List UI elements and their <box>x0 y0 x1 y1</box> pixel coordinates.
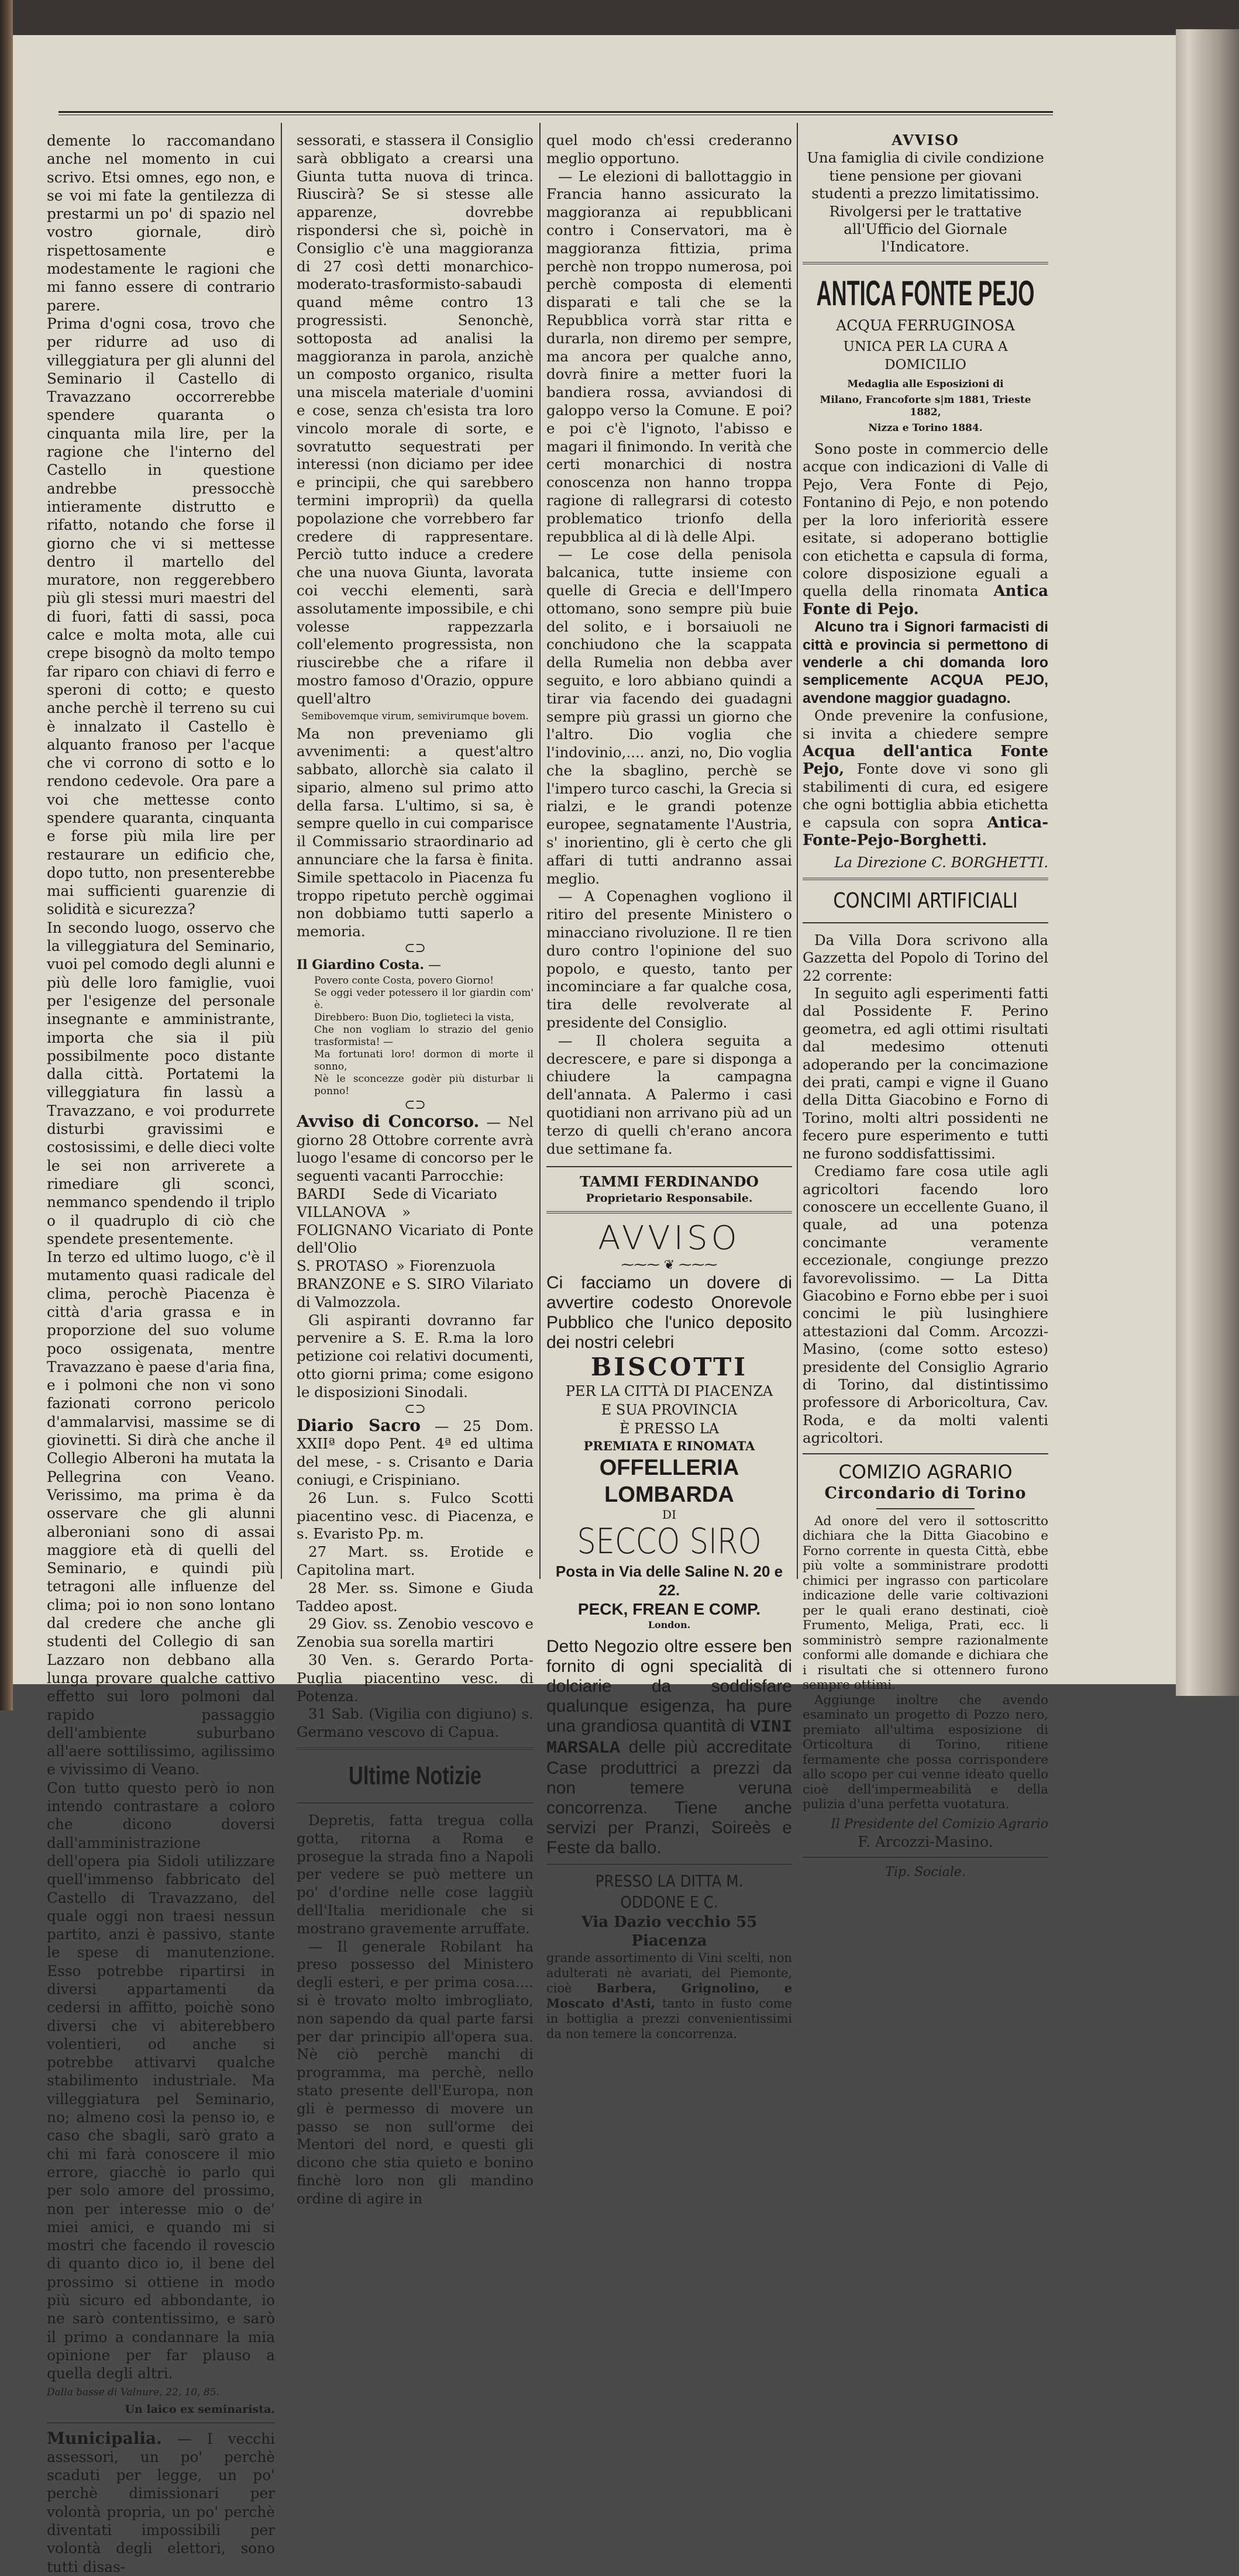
fonte-pejo-ad <box>803 270 1048 872</box>
column-2: sessorati, e stassera il Consiglio sarà obbligato a crearsi una Giunta tutta nuova di trinca. Riuscirà? Se si stesse alle apparenze, dovrebbe rispondersi che sì, poichè in Consiglio c'è una maggioranza di 27 così detti monarchico-moderato-trasformisto-sabaudi quand même contro 13 progressisti. Senonchè, sottoposta ad analisi la maggioranza in parola, anzichè un composto organico, risulta una miscela materiale d'uomini e cose, senza ch'esista tra loro vincolo morale di sorte, e sovratutto sequestrati per interessi (non diciamo per idee e principii, che qui sarebbero termini impropriì) da quella popolazione che vorrebbero far credere di rappresentare. Perciò tutto induce a credere che una nuova Giunta, lavorata coi vecchi elementi, sarà assolutamente impossibile, e chi volesse rappezzarla coll'elemento progressista, non riuscirebbe che a rifare il mostro famoso d'Orazio, oppure quell'altro Semibovemque virum, semivirumque bovem. Ma non preveniamo gli avvenimenti: a quest'altro sabbato, allorchè sia calato il sipario, almeno sul primo atto della farsa. L'ultimo, si sa, è sempre quello in cui comparisce il Commissario straordinario ad annunciare che la farsa è finita. Simile spettacolo in Piacenza fu troppo ripetuto perchè oggimai non dobbiamo tutti saperlo a memoria. ⊂⊃ Il Giardino Costa. — Povero conte Costa, povero Giorno! Se oggi veder potessero il lor giardin com' è. Direbbero: Buon Dio, toglieteci la vista, Che non vogliam lo strazio del genio trasformista! — Ma fortunati loro! dormon di morte il sonno, Nè le sconcezze godèr più disturbar li ponno! ⊂⊃ Avviso di Concorso. — Nel giorno 28 Ottobre corrente avrà luogo l'esame di concorso per le seguenti vacanti Parrocchie: BARDI Sede di Vicariato VILLANOVA » FOLIGNANO Vicariato di Ponte dell'Olio S. PROTASO » Fiorenzuola BRANZONE e S. SIRO Vilariato di Valmozzola. Gli aspiranti dovranno far pervenire a S. E. R.ma la loro petizione coi relativi documenti, otto giorni prima; come esigono le disposizioni Sinodali. ⊂⊃ Diario Sacro — 25 Dom. XXIIª dopo Pent. 4ª ed ultima del mese, - s. Crisanto e Daria coniugi, e Crispiniano. 26 Lun. s. Fulco Scotti piacentino vesc. di Piacenza, e s. Evaristo Pp. m. 27 Mart. ss. Erotide e Capitolina mart. 28 Mer. ss. Simone e Giuda Taddeo apost. 29 Giov. ss. Zenobio vescovo e Zenobia sua sorella martiri 30 Ven. s. Gerardo Porta-Puglia piacentino vesc. di Potenza. 31 Sab. (Vigilia con digiuno) s. Germano vescovo di Capua. Ultime Notizie Depretis, fatta tregua colla gotta, ritorna a Roma e prosegue la strada fino a Napoli per vedere se può mettere un po' d'ordine nelle cose laggiù dell'Italia meridionale che si mostrano gravemente arruffate. — Il generale Robilant ha preso possesso del Ministero degli esteri, e per prima cosa.... si è trovato molto imbrogliato, non sapendo da qual parte farsi per dar principio all'opera sua. Nè ciò perchè manchi di programma, ma perchè, nello stato presente dell'Europa, non gli è permesso di movere un passo se non sull'orme dei Mentori del nord, e questi gli dicono che stia quieto e bonino finchè loro non gli mandino ordine di agire in <box>297 132 534 2207</box>
col2-paragraph: Ma non preveniamo gli avvenimenti: a quest'altro sabbato, allorchè sia calato il sipario, almeno sul primo atto della farsa. L'ultimo, si sa, è sempre quello in cui comparisce il Commissario straordinario ad annunciare che la farsa è finita. Simile spettacolo in Piacenza fu troppo ripetuto perchè oggimai non dobbiamo tutti saperlo a memoria. <box>297 725 534 940</box>
col1-paragraph: In terzo ed ultimo luogo, c'è il mutamento quasi radicale del clima, perochè Piacenza è città d'aria grassa e in proporzione del suo volume poco ossigenata, mentre Travazzano è paese d'aria fina, e i polmoni che non vi sono fazionati corrono pericolo d'ammalarvisi, massime se di giovinetti. Si dirà che anche il Collegio Alberoni ha mutata la Pellegrina con Veano. Verissimo, ma prima è da osservare che gli alunni alberoniani sono di assai maggiore età di quelli del Seminario, e quindi più tetragoni alle influenze del clima; poi io non sono lontano dal credere che anche gli studenti del Collegio di san Lazzaro non debbano alla lunga provare qualche cattivo effetto sui loro polmoni dal rapido passaggio dell'ambiente suburbano all'aere sottilissimo, agilissimo e vivissimo di Veano. <box>47 1249 275 1778</box>
ad-line: È PRESSO LA <box>619 1420 719 1437</box>
column-4 <box>803 132 1048 1882</box>
diario-heading: Diario Sacro <box>297 1415 421 1435</box>
col1-paragraph: demente lo raccomandano anche nel momento in cui scrivo. Etsi omnes, ego non, e se voi mi fate la gentilezza di prestarmi un po' di spazio nel vostro giornale, dirò rispettosamente e modestamente le ragioni che mi fanno essere di contrario parere. <box>47 132 275 314</box>
diario-text: — 25 Dom. XXIIª dopo Pent. 4ª ed ultima del mese, - s. Crisanto e Daria coniugi, e Crispiniano. <box>297 1417 534 1488</box>
fonte-subtitle: ACQUA FERRUGINOSA <box>836 316 1015 334</box>
dateline: Dalla basse di Valnure, 22, 10, 85. <box>47 2386 219 2398</box>
comizio-signature-name: F. Arcozzi-Masino. <box>858 1833 993 1850</box>
comizio-subtitle: Circondario di Torino <box>824 1484 1027 1502</box>
municipalia-text: — I vecchi assessori, un po' perchè scaduti per legge, un po' perchè dimissionari per volontà propria, un po' perchè diventati impossibili per volontà degli elettori, sono tutti disas- <box>47 2430 275 2575</box>
fonte-text: Onde prevenire la confusione, si invita a chiedere sempre Acqua dell'antica Fonte Pejo, Fonte dove vi sono gli stabilimenti di cura, ed esigere che ogni bottiglia abbia etichetta e capsula con sopra Antica-Fonte-Pejo-Borghetti. <box>803 707 1048 849</box>
avviso-title: AVVISO <box>598 1219 741 1258</box>
avviso-pensione-text: Una famiglia di civile condizione tiene pensione per giovani studenti a prezzo limitatissimo. Rivolgersi per le trattative all'Ufficio del Giornale l'Indicatore. <box>807 149 1044 256</box>
shop-description: Detto Negozio oltre essere ben fornito di ogni specialità di dolciarie da soddisfare qualunque esigenza, ha pure una grandiosa quantità di VINI MARSALA delle più accreditate Case produttrici a prezzi da non temere veruna concorrenza. Tiene anche servizi per Pranzi, Soireès e Feste da ballo. <box>546 1637 792 1858</box>
comizio-paragraph: Ad onore del vero il sottoscritto dichiara che la Ditta Giacobino e Forno corrente in questa Città, ebbe più volte a somministrare prodotti chimici per ingrasso con particolare indicazione delle varie coltivazioni per le quali erano destinati, cioè Frumento, Meliga, Prati, ecc. li somministrò sempre razionalmente conformi alle domande e dichiara che i risultati che si ottennero furono sempre ottimi. <box>803 1513 1048 1693</box>
avviso-text: Ci facciamo un dovere di avvertire codesto Onorevole Pubblico che l'unico deposito dei nostri celebri <box>546 1273 792 1353</box>
concimi-ad <box>803 886 1048 1447</box>
parish-row: FOLIGNANO Vicariato di Ponte dell'Olio <box>297 1221 534 1257</box>
section-divider <box>803 1857 1048 1858</box>
col1-paragraph: Con tutto questo però io non intendo contrastare a coloro che dicono doversi dall'amministrazione dell'opera pia Sidoli utilizzare quell'immenso fabbricato del Castello di Travazzano, del quale oggi non traesi nessun partito, anzi è passivo, stante le spese di manutenzione. Esso potrebbe ripartirsi in diversi appartamenti da cedersi in affitto, poichè sono diversi che vi abiterebbero volentieri, od anche si potrebbe attivarvi qualche stabilimento industriale. Ma villeggiatura pel Seminario, no; almeno così la penso io, e caso che sbagli, sarò grato a chi mi farà conoscere il mio errore, giacchè io parlo qui per solo amore del prossimo, non per interesse mio o de' miei amici, e quando mi si mostri che facendo il rovescio di quanto dico io, il bene del prossimo si ottiene in modo più sicuro ed abbondante, io ne sarò contentissimo, e sarò il primo a condannare la mia opinione per far plauso a quella degli altri. <box>47 1779 275 2382</box>
comizio-agrario <box>803 1460 1048 1851</box>
fonte-direction: La Direzione C. BORGHETTI. <box>834 854 1048 871</box>
product-name: BISCOTTI <box>590 1353 748 1382</box>
book-binding-left <box>0 0 13 1711</box>
col2-paragraph: sessorati, e stassera il Consiglio sarà obbligato a crearsi una Giunta tutta nuova di trinca. Riuscirà? Se si stesse alle apparenze, dovrebbe rispondersi che sì, poichè in Consiglio c'è una maggioranza di 27 così detti monarchico-moderato-trasformisto-sabaudi quand même contro 13 progressisti. Senonchè, sottoposta ad analisi la maggioranza in parola, anzichè un composto organico, risulta una miscela materiale d'uomini e cose, senza ch'esista tra loro vincolo morale di sorte, e sovratutto sequestrati per interessi (non diciamo per idee e principii, che qui sarebbero termini impropriì) da quella popolazione che vorrebbero far credere di rappresentare. Perciò tutto induce a credere che una nuova Giunta, lavorata coi vecchi elementi, sarà assolutamente impossibile, e chi volesse rappezzarla coll'elemento progressista, non riuscirebbe che a rifare il mostro famoso d'Orazio, oppure quell'altro <box>297 132 534 707</box>
shop-name: OFFELLERIA LOMBARDA <box>599 1456 739 1508</box>
giardino-verses <box>297 975 534 1098</box>
concimi-paragraph: In seguito agli esperimenti fatti dal Possidente F. Perino geometra, ed agli ottimi risultati dal medesimo ottenuti adoperando per la concimazione dei prati, campi e vigne il Guano della Ditta Giacobino e Forno di Torino, molti altri possidenti ne fecero pure esperimento e tutti ne furono soddisfattissimi. <box>803 985 1048 1162</box>
col3-paragraph: — Il cholera seguita a decrescere, e pare si disponga a chiudere la campagna dell'annata. A Palermo i casi quotidiani non arrivano più ad un terzo di quelli ch'erano ancora due settimane fa. <box>546 1032 792 1157</box>
ad-line: E SUA PROVINCIA <box>601 1402 738 1419</box>
newspaper-page <box>13 35 1176 2575</box>
fonte-medals: Medaglia alle Esposizioni di <box>847 378 1004 391</box>
avviso-biscotti-ad <box>546 1219 792 1858</box>
comizio-paragraph: Aggiunge inoltre che avendo esaminato un progetto di Pozzo nero, premiato all'ultima esposizione di Orticoltura di Torino, ritiene fermamente che possa corrispondere allo scopo per cui venne ideato quello cioè dell'impermeabilità e della pulizia d'una perfetta vuotatura. <box>803 1692 1048 1812</box>
news-paragraph: — Il generale Robilant ha preso possesso del Ministero degli esteri, e per prima cosa.... si è trovato molto imbrogliato, non sapendo da qual parte farsi per dar principio all'opera sua. Nè ciò perchè manchi di programma, ma perchè, nello stato presente dell'Europa, non gli è permesso di movere un passo se non sull'orme dei Mentori del nord, e questi gli dicono che stia quieto e bonino finchè loro non gli mandino ordine di agire in <box>297 1937 534 2207</box>
column-rule-1 <box>281 123 282 1579</box>
oddone-title: PRESSO LA DITTA M. ODDONE E C. <box>595 1871 744 1912</box>
section-divider <box>297 1802 534 1803</box>
section-divider <box>803 878 1048 880</box>
column-rule-2 <box>539 123 541 1579</box>
col1-paragraph: In secondo luogo, osservo che la villeggiatura del Seminario, vuoi pel comodo degli alunni e più delle loro famiglie, vuoi per l'esigenze del personale insegnante e amministrante, importa che sia il più possibilmente poco distante dalla città. Portatemi la villeggiatura fin lassù a Travazzano, e voi produrrete disturbi gravissimi e costosissimi, e delle dieci volte le sei non arriverete a rimediare gli sconci, nemmanco spendendo il triplo o il quadruplo di ciò che spendete presentemente. <box>47 919 275 1247</box>
col3-paragraph: — Le elezioni di ballottaggio in Francia hanno assicurato la maggioranza ai repubblicani contro i Conservatori, ma è maggioranza fittizia, prima perchè non troppo numerosa, poi perchè composta di elementi disparati e tali che se la Repubblica vorrà star ritta e durarla, non diremo per sempre, ma ancora per qualche anno, dovrà finire a metter fuori la bandiera rossa, avviandosi di galoppo verso la Comune. E poi? e poi c'è l'ignoto, l'abisso e magari il finimondo. In verità che certi monarchici di nostra conoscenza non hanno troppa ragione di rallegrarsi di cotesto problematico trionfo della repubblica al di là delle Alpi. <box>546 167 792 545</box>
section-divider <box>47 2422 275 2423</box>
ornament-flourish: ⁓⁓⁓ ❦ ⁓⁓⁓ <box>621 1258 718 1273</box>
fonte-text: Sono poste in commercio delle acque con indicazioni di Valle di Pejo, Vera Fonte di Pejo, Fontanino di Pejo, e non potendo per la loro inferiorità essere esitate, si adoperano bottiglie con etichetta e capsula di forma, colore disposizione eguali a quella della rinomata Antica Fonte di Pejo. <box>803 440 1048 618</box>
parish-row: BARDI Sede di Vicariato <box>297 1185 497 1203</box>
avviso-pensione-title: AVVISO <box>892 132 959 149</box>
verse-line: Nè le sconcezze godèr più disturbar li ponno! <box>314 1073 534 1097</box>
section-divider <box>803 1453 1048 1454</box>
diario-entry: 30 Ven. s. Gerardo Porta-Puglia piacentino vesc. di Potenza. <box>297 1651 534 1705</box>
municipalia-heading: Municipalia. <box>47 2428 162 2448</box>
ad-line: PREMIATA E RINOMATA <box>583 1439 755 1454</box>
fonte-medals: Milano, Francoforte s|m 1881, Trieste 1882, <box>820 394 1031 419</box>
verse-line: Direbbero: Buon Dio, toglieteci la vista, <box>314 1011 514 1023</box>
section-divider <box>803 262 1048 264</box>
col3-paragraph: — A Copenaghen vogliono il ritiro del presente Ministero o minacciano rivoluzione. Il re tien duro contro l'opinione del suo popolo, e questo, tanto per incominciare a far qualche cosa, tira delle revolverate al presidente del Consiglio. <box>546 888 792 1032</box>
ad-line: DI <box>662 1508 676 1522</box>
comizio-title: COMIZIO AGRARIO <box>838 1460 1013 1483</box>
section-divider <box>876 1508 975 1509</box>
article-signature: Un laico ex seminarista. <box>125 2402 275 2416</box>
ad-line: PER LA CITTÀ DI PIACENZA <box>565 1383 773 1400</box>
column-1 <box>47 132 275 2576</box>
col3-paragraph: quel modo ch'essi crederanno meglio opportuno. <box>546 132 792 167</box>
scan-top-edge <box>0 0 1239 35</box>
ornament-divider: ⊂⊃ <box>404 1401 426 1416</box>
concorso-text-2: Gli aspiranti dovranno far pervenire a S. E. R.ma la loro petizione coi relativi documenti, otto giorni prima; come esigono le disposizioni Sinodali. <box>297 1311 534 1401</box>
verse-line: Che non vogliam lo strazio del genio trasformista! — <box>314 1023 534 1048</box>
fonte-medals: Nizza e Torino 1884. <box>868 422 983 434</box>
book-binding-right <box>1176 29 1239 1696</box>
ultime-notizie-heading: Ultime Notizie <box>349 1761 481 1790</box>
oddone-ad <box>546 1871 792 2042</box>
section-divider <box>297 1747 534 1750</box>
maker-city: London. <box>648 1619 691 1631</box>
editor-role: Proprietario Responsabile. <box>586 1192 753 1205</box>
verse-line: Se oggi veder potessero il lor giardin com' è. <box>314 987 534 1011</box>
diario-entry: 29 Giov. ss. Zenobio vescovo e Zenobia sua sorella martiri <box>297 1615 534 1651</box>
col3-paragraph: — Le cose della penisola balcanica, tutte insieme con quelle di Grecia e dell'Impero ottomano, sono sempre più buie del solito, e i borsaiuoli ne conchiudono che la scappata della Rumelia non debba aver seguito, e loro abbiano quindi a tirar via facendo dei guadagni sempre più grassi un giorno che l'altro. Dio voglia che l'indovinio,.... anzi, no, Dio voglia che la sbaglino, perchè se l'impero turco caschi, la Grecia si rialzi, e le grandi potenze europee, segnatamente l'Austria, s' inorientino, gli è certo che gli affari di tutti andranno assai meglio. <box>546 546 792 887</box>
concimi-title: CONCIMI ARTIFICIALI <box>833 888 1018 913</box>
fonte-subtitle: UNICA PER LA CURA A DOMICILIO <box>843 339 1008 373</box>
latin-quote: Semibovemque virum, semivirumque bovem. <box>301 710 529 722</box>
fonte-text: Alcuno tra i Signori farmacisti di città e provincia si permettono di venderle a chi domanda loro semplicemente ACQUA PEJO, avendone maggior guadagno. <box>803 619 1048 706</box>
fonte-title: ANTICA FONTE PEJO <box>816 273 1035 313</box>
maker-name: PECK, FREAN E COMP. <box>577 1600 761 1619</box>
parish-row: BRANZONE e S. SIRO Vilariato di Valmozzola. <box>297 1275 534 1311</box>
shop-address: Posta in Via delle Saline N. 20 e 22. <box>555 1563 783 1599</box>
concimi-paragraph: Crediamo fare cosa utile agli agricoltori facendo loro conoscere un eccellente Guano, il quale, ad una potenza concimante veramente eccezionale, congiunge prezzo favorevolissimo. — La Ditta Giacobino e Forno ebbe per i suoi concimi le più lusinghiere attestazioni dal Comm. Arcozzi-Masino, (come sotto esteso) presidente del Consiglio Agrario di Torino, dal distintissimo professore di Arboricoltura, Cav. Roda, e da molti valenti agricoltori. <box>803 1163 1048 1447</box>
concorso-heading: Avviso di Concorso. <box>297 1111 480 1131</box>
news-paragraph: Depretis, fatta tregua colla gotta, ritorna a Roma e prosegue la strada fino a Napoli per vedere se può mettere un po' d'ordine nelle cose laggiù dell'Italia meridionale che si mostrano gravemente arruffate. <box>297 1811 534 1937</box>
diario-entry: 31 Sab. (Vigilia con digiuno) s. Germano vescovo di Capua. <box>297 1705 534 1741</box>
verse-line: Ma fortunati loro! dormon di morte il sonno, <box>314 1048 534 1073</box>
diario-entry: 27 Mart. ss. Erotide e Capitolina mart. <box>297 1543 534 1578</box>
column-rule-3 <box>797 123 798 1579</box>
concimi-paragraph: Da Villa Dora scrivono alla Gazzetta del Popolo di Torino del 22 corrente: <box>803 931 1048 984</box>
col1-paragraph: Prima d'ogni cosa, trovo che per ridurre ad uso di villeggiatura per gli alunni del Seminario il Castello di Travazzano occorrerebbe spendere quaranta o cinquanta mila lire, per la ragione che l'interno del Castello in questione andrebbe pressocchè intieramente distrutto e rifatto, notando che forse il giorno che vi si mettesse dentro il martello del muratore, non reggerebbero più gli stessi muri maestri del di fuori, fatti di sassi, poca calce e molta mota, alle cui crepe bisognò da molto tempo far riparo con chiavi di ferro e speroni di cotto; e questo anche perchè il terreno su cui è innalzato il Castello è alquanto franoso per l'acque che vi corrono di sotto e lo rendono cedevole. Ora pare a voi che mettesse conto spendere quaranta, cinquanta e forse più mila lire per restaurare un edificio che, dopo tutto, non presenterebbe mai sufficienti guarenzie di solidità e sicurezza? <box>47 315 275 918</box>
section-divider <box>803 922 1048 923</box>
diario-entry: 26 Lun. s. Fulco Scotti piacentino vesc. di Piacenza, e s. Evaristo Pp. m. <box>297 1489 534 1543</box>
editor-name: TAMMI FERDINANDO <box>580 1173 759 1191</box>
column-3 <box>546 132 792 2042</box>
giardino-heading: Il Giardino Costa. <box>297 957 425 973</box>
section-divider <box>546 1864 792 1865</box>
parish-list <box>297 1185 534 1312</box>
verse-line: Povero conte Costa, povero Giorno! <box>314 974 494 987</box>
diario-entry: 28 Mer. ss. Simone e Giuda Taddeo apost. <box>297 1579 534 1615</box>
ornament-divider: ⊂⊃ <box>404 1097 426 1112</box>
ornament-divider: ⊂⊃ <box>404 941 426 956</box>
section-divider <box>546 1211 792 1213</box>
printer-imprint: Tip. Sociale. <box>885 1865 966 1880</box>
concorso-text: — Nel giorno 28 Ottobre corrente avrà luogo l'esame di concorso per le seguenti vacanti Parrocchie: <box>297 1113 534 1185</box>
parish-row: VILLANOVA » <box>297 1203 411 1220</box>
oddone-text: grande assortimento di Vini scelti, non adulterati nè avariati, del Piemonte, cioè Barbera, Grignolino, e Moscato d'Asti, tanto in fusto come in bottiglia a prezzi convenientissimi da non temere la concorrenza. <box>546 1951 792 2042</box>
section-divider <box>546 1166 792 1167</box>
header-rule <box>58 111 1053 115</box>
comizio-signature: Il Presidente del Comizio Agrario <box>831 1816 1048 1832</box>
owner-name: SECCO SIRO <box>577 1521 762 1563</box>
parish-row: S. PROTASO » Fiorenzuola <box>297 1257 496 1275</box>
oddone-address: Via Dazio vecchio 55 Piacenza <box>581 1913 758 1950</box>
